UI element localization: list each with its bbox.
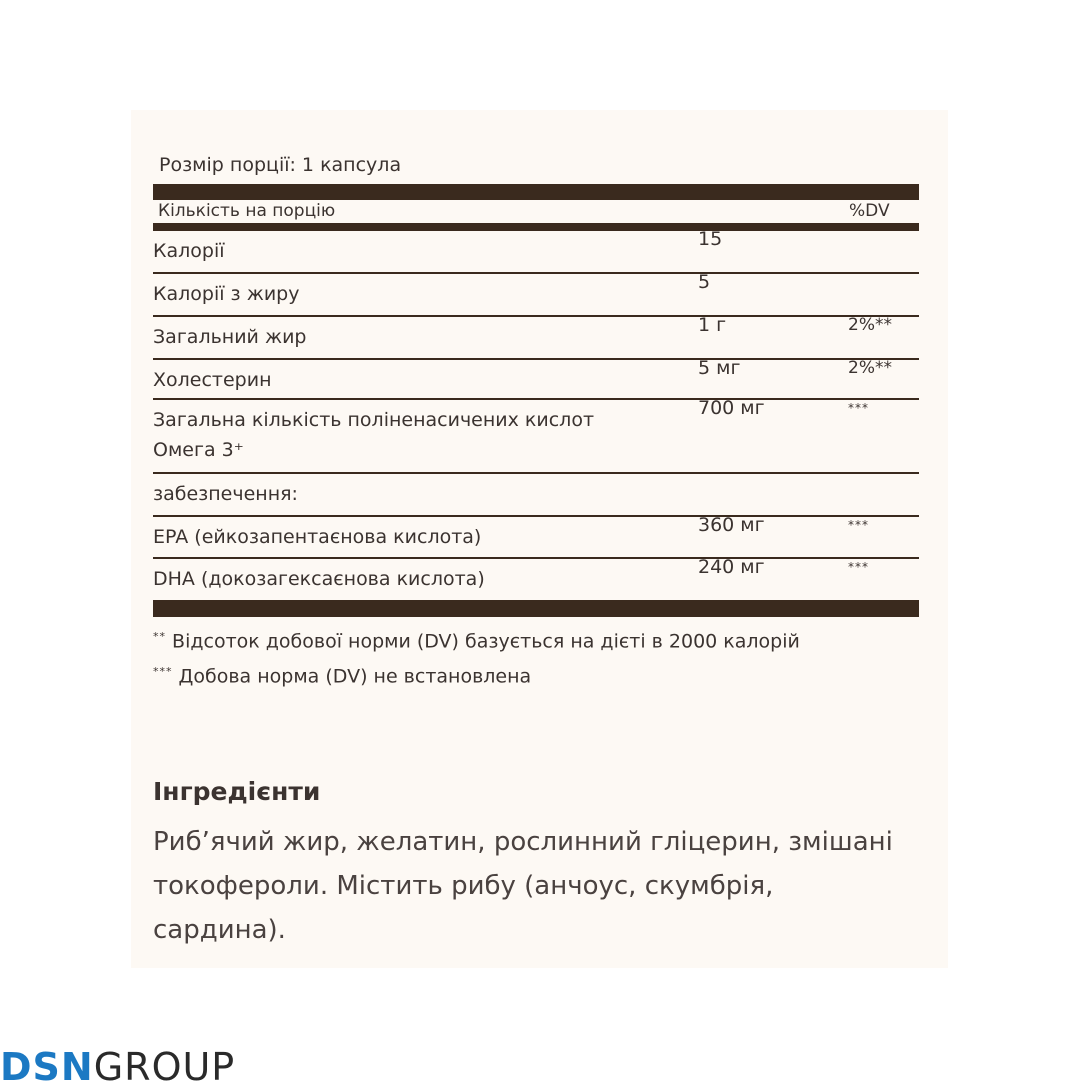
nutrient-dv: *** — [848, 560, 869, 574]
table-row — [153, 397, 919, 474]
nutrient-amount: 700 мг — [698, 397, 765, 419]
nutrient-name: Калорії з жиру — [153, 283, 300, 305]
table-row — [153, 228, 919, 274]
brand-logo-part1: DSN — [0, 1045, 94, 1089]
nutrient-amount: 15 — [698, 228, 723, 250]
footnote-mark: ** — [153, 630, 166, 643]
nutrient-dv: *** — [848, 401, 869, 415]
footnote-mark: *** — [153, 665, 173, 678]
table-row — [153, 514, 919, 559]
table-row — [153, 314, 919, 360]
nutrient-name-line2: Омега 3⁺ — [153, 439, 244, 461]
serving-size: Розмір порції: 1 капсула — [159, 154, 402, 176]
nutrient-dv: *** — [848, 518, 869, 532]
nutrient-name: Холестерин — [153, 369, 272, 391]
nutrient-dv: 2%** — [848, 358, 892, 378]
footnote-text: Добова норма (DV) не встановлена — [178, 665, 532, 688]
amount-per-serving-header: Кількість на порцію — [158, 201, 336, 221]
nutrient-amount: 360 мг — [698, 514, 765, 536]
nutrient-name: Калорії — [153, 240, 225, 262]
thick-divider-top — [153, 184, 919, 200]
nutrient-name: Загальна кількість поліненасичених кислот — [153, 409, 595, 431]
table-row — [153, 357, 919, 400]
nutrient-name: Загальний жир — [153, 326, 307, 348]
nutrient-amount: 240 мг — [698, 556, 765, 578]
footnote — [153, 665, 531, 687]
nutrient-amount: 1 г — [698, 314, 727, 336]
footnote-text: Відсоток добової норми (DV) базується на дієті в 2000 калорій — [172, 630, 800, 653]
ingredients-title: Інгредієнти — [153, 777, 321, 806]
brand-logo — [0, 1045, 236, 1089]
divider-header — [153, 223, 919, 231]
table-row — [153, 271, 919, 317]
brand-logo-part2: GROUP — [93, 1045, 236, 1089]
nutrition-panel — [131, 110, 948, 968]
nutrient-name: DHA (докозагексаєнова кислота) — [153, 568, 485, 590]
dv-header: %DV — [849, 201, 890, 221]
table-row — [153, 474, 919, 517]
ingredients-text: Риб’ячий жир, желатин, рослинний гліцерин, змішані токофероли. Містить рибу (анчоус, скумбрія, сардина). — [153, 827, 893, 945]
thick-divider-bottom — [153, 600, 919, 617]
nutrient-name: EPA (ейкозапентаєнова кислота) — [153, 526, 482, 548]
nutrient-amount: 5 мг — [698, 357, 741, 379]
footnote — [153, 630, 800, 652]
nutrient-amount: 5 — [698, 271, 711, 293]
nutrient-dv: 2%** — [848, 315, 892, 335]
nutrient-name: забезпечення: — [153, 483, 298, 505]
table-row — [153, 556, 919, 599]
